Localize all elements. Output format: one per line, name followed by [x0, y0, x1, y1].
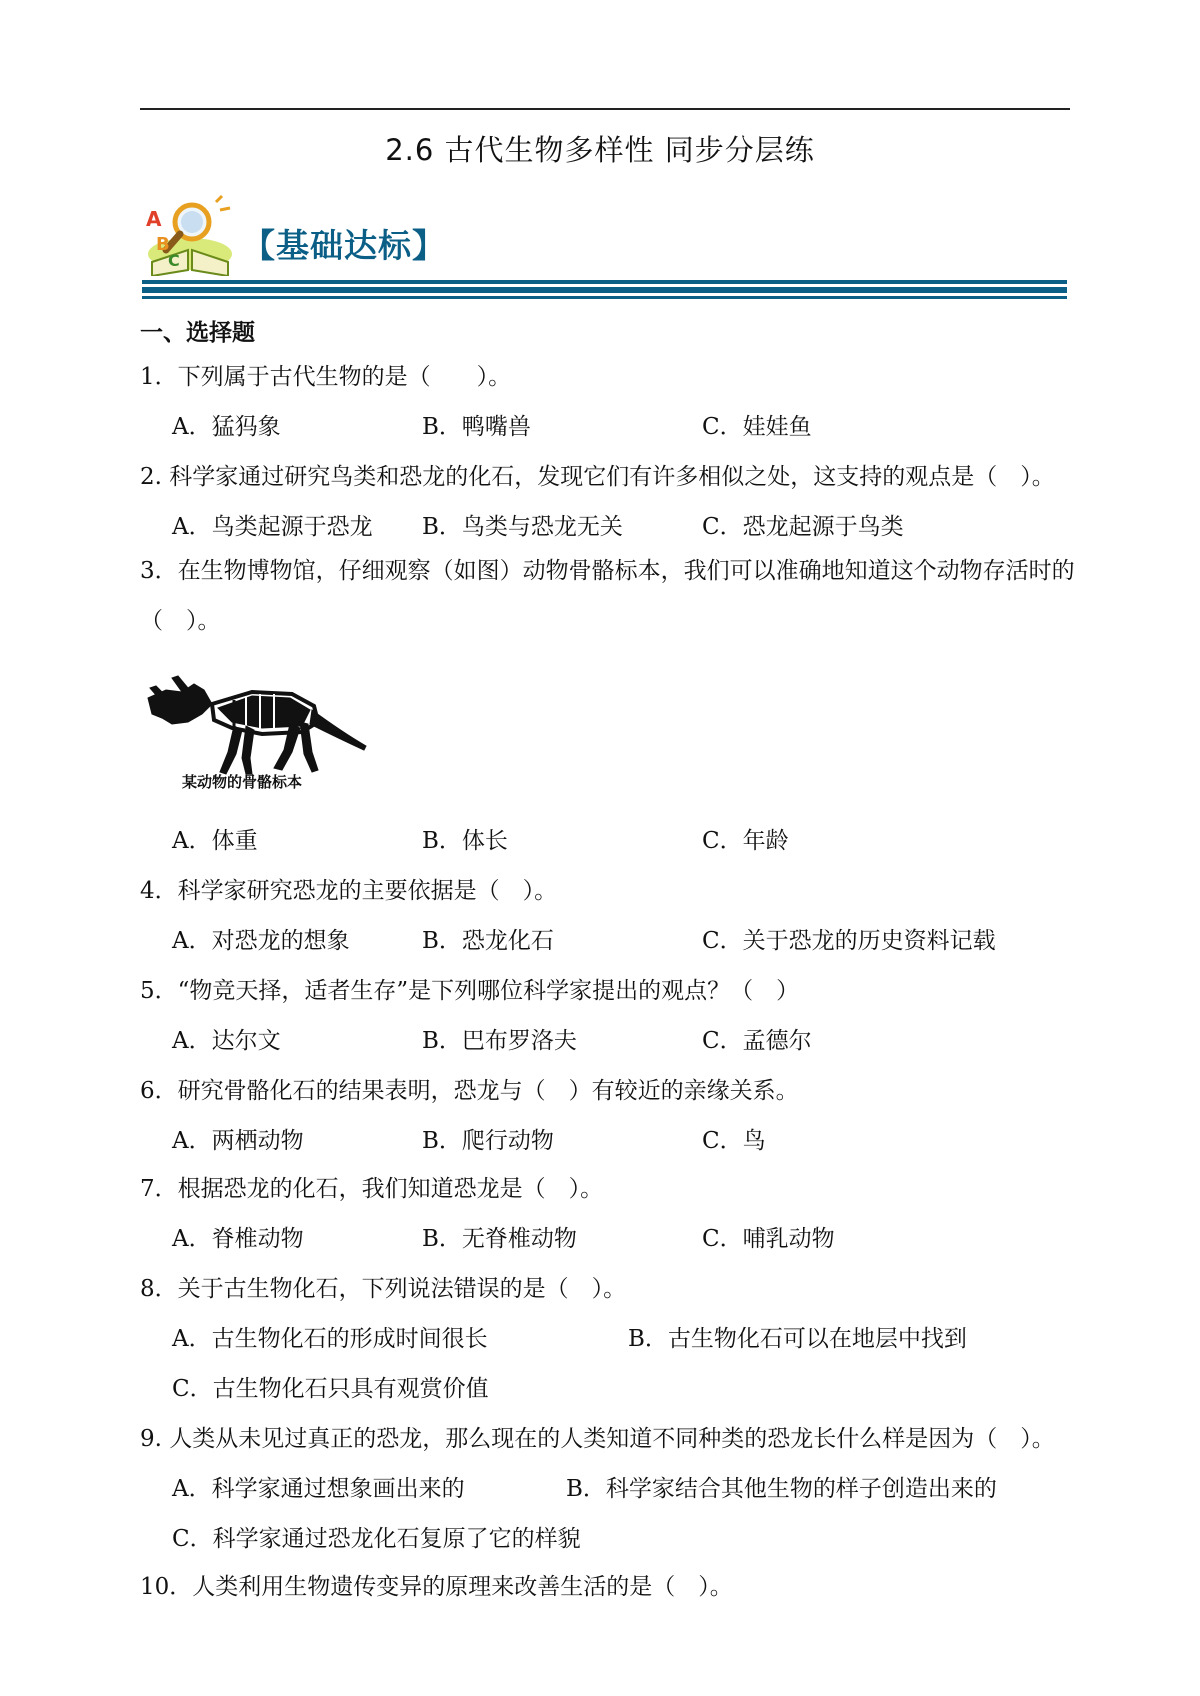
option-4b: B．恐龙化石 [422, 928, 554, 954]
svg-text:C: C [168, 251, 180, 270]
option-8c: C．古生物化石只具有观赏价值 [172, 1376, 489, 1402]
banner-label: 【基础达标】 [242, 226, 446, 265]
question-9: 9. 人类从未见过真正的恐龙，那么现在的人类知道不同种类的恐龙长什么样是因为（ ）。 [140, 1426, 1055, 1452]
svg-text:B: B [156, 234, 170, 255]
option-6a: A．两栖动物 [172, 1128, 304, 1154]
option-3a: A．体重 [172, 828, 258, 854]
svg-text:A: A [146, 207, 162, 231]
option-8b: B．古生物化石可以在地层中找到 [628, 1326, 967, 1352]
magnifier-book-icon [140, 192, 240, 276]
option-9c: C．科学家通过恐龙化石复原了它的样貌 [172, 1526, 581, 1552]
question-2: 2. 科学家通过研究鸟类和恐龙的化石，发现它们有许多相似之处，这支持的观点是（ ）。 [140, 464, 1055, 490]
option-8a: A．古生物化石的形成时间很长 [172, 1326, 488, 1352]
option-4a: A．对恐龙的想象 [172, 928, 350, 954]
question-3: 3．在生物博物馆，仔细观察（如图）动物骨骼标本，我们可以准确地知道这个动物存活时的（ ）。 [140, 558, 1075, 634]
option-4c: C．关于恐龙的历史资料记载 [702, 928, 996, 954]
option-9a: A．科学家通过想象画出来的 [172, 1476, 465, 1502]
option-5a: A．达尔文 [172, 1028, 281, 1054]
option-3c: C．年龄 [702, 828, 789, 854]
section-banner [140, 192, 1070, 302]
banner-rule [142, 280, 1067, 300]
option-5b: B．巴布罗洛夫 [422, 1028, 577, 1054]
option-3b: B．体长 [422, 828, 508, 854]
option-6b: B．爬行动物 [422, 1128, 554, 1154]
option-5c: C．孟德尔 [702, 1028, 812, 1054]
option-2a: A．鸟类起源于恐龙 [172, 514, 373, 540]
option-7b: B．无脊椎动物 [422, 1226, 577, 1252]
figure-caption: 某动物的骨骼标本 [182, 773, 303, 791]
header-rule [140, 108, 1070, 110]
question-6: 6．研究骨骼化石的结果表明，恐龙与（ ）有较近的亲缘关系。 [140, 1078, 799, 1104]
option-6c: C．鸟 [702, 1128, 766, 1154]
question-4: 4．科学家研究恐龙的主要依据是（ ）。 [140, 878, 558, 904]
option-2b: B．鸟类与恐龙无关 [422, 514, 623, 540]
option-7c: C．哺乳动物 [702, 1226, 835, 1252]
option-7a: A．脊椎动物 [172, 1226, 304, 1252]
question-5: 5．“物竞天择，适者生存”是下列哪位科学家提出的观点？（ ） [140, 978, 800, 1004]
page-title: 2.6 古代生物多样性 同步分层练 [385, 133, 815, 167]
option-1b: B．鸭嘴兽 [422, 414, 531, 440]
option-2c: C．恐龙起源于鸟类 [702, 514, 904, 540]
option-1a: A．猛犸象 [172, 414, 281, 440]
question-7: 7．根据恐龙的化石，我们知道恐龙是（ ）。 [140, 1176, 604, 1202]
question-1: 1．下列属于古代生物的是（ ）。 [140, 364, 512, 390]
question-8: 8．关于古生物化石，下列说法错误的是（ ）。 [140, 1276, 627, 1302]
option-9b: B．科学家结合其他生物的样子创造出来的 [566, 1476, 997, 1502]
option-1c: C．娃娃鱼 [702, 414, 812, 440]
question-10: 10．人类利用生物遗传变异的原理来改善生活的是（ ）。 [140, 1574, 733, 1600]
section-heading: 一、选择题 [140, 319, 255, 346]
